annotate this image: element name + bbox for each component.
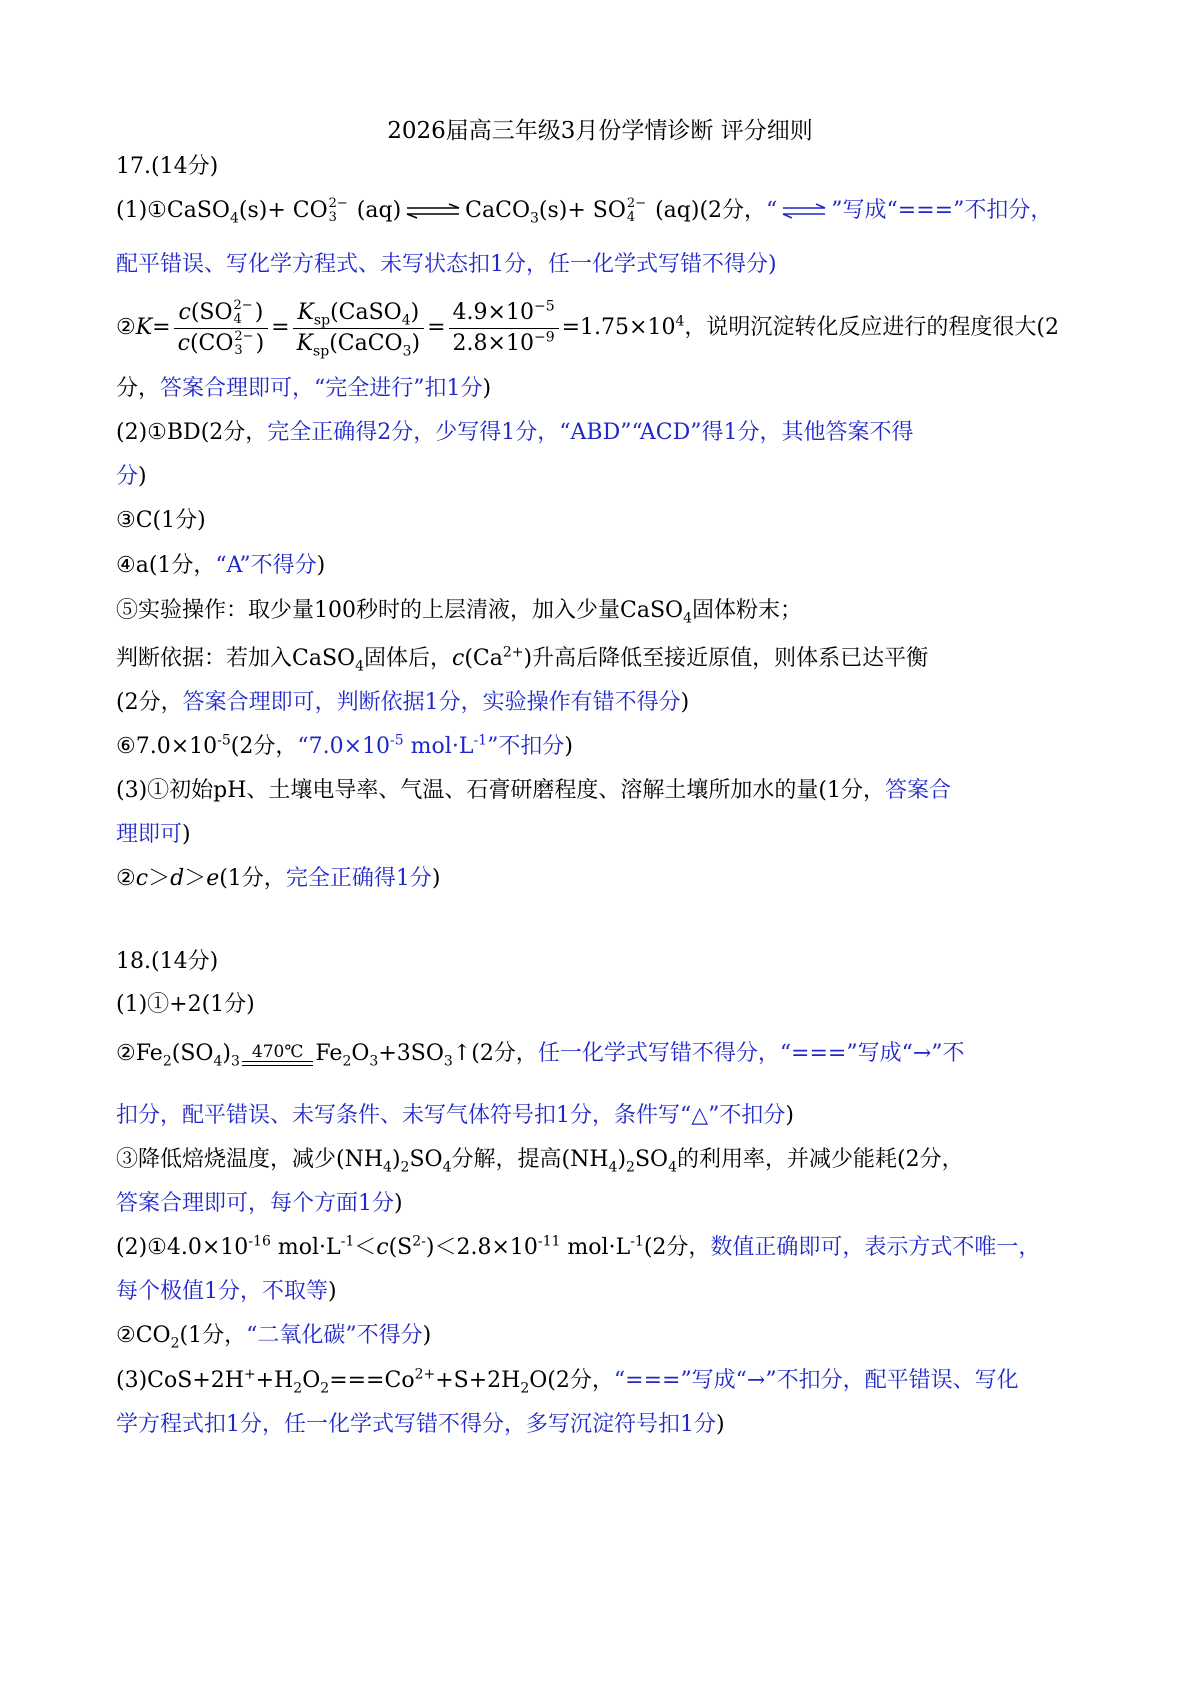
charge-index: 2− 4 <box>626 196 647 225</box>
note: 答案合理即可，每个方面1分 <box>116 1191 394 1216</box>
sub: sp <box>313 311 331 328</box>
text: (aq) <box>349 198 402 223</box>
exp: -5 <box>390 732 404 749</box>
equals: = <box>427 315 446 340</box>
close: ) <box>410 299 420 325</box>
text: +H <box>255 1368 294 1393</box>
q17-2-5-score <box>116 688 1046 718</box>
q17-3-1 <box>116 776 1046 806</box>
text: (s)+ SO <box>538 198 626 223</box>
q17-header: 17.(14分) <box>116 154 219 179</box>
note <box>297 734 564 759</box>
text: )＜2.8×10 <box>425 1235 538 1260</box>
note: 数值正确即可，表示方式不唯一， <box>710 1235 1041 1260</box>
text: ) <box>482 376 492 401</box>
text: O <box>302 1368 321 1393</box>
text: (1)①CaSO <box>116 198 230 223</box>
text: mol·L <box>560 1235 631 1260</box>
var: c <box>135 866 149 891</box>
exp: -1 <box>630 1233 644 1250</box>
text: )升高后降低至接近原值，则体系已达平衡 <box>523 646 929 671</box>
exp: -16 <box>248 1233 271 1250</box>
den: 2.8×10 <box>452 330 534 356</box>
q18-2-1 <box>116 1233 1046 1263</box>
text: 固体后， <box>363 646 452 671</box>
sub: 2 <box>170 1335 180 1352</box>
text: ) <box>394 1191 403 1216</box>
note: 完全正确得1分 <box>285 866 432 891</box>
exp: 2- <box>412 1233 426 1250</box>
text: ② <box>116 315 136 340</box>
gt: ＞ <box>148 866 171 891</box>
text: 的利用率，并减少能耗(2分， <box>677 1147 964 1172</box>
text: 分解，提高(NH <box>451 1147 609 1172</box>
q18-1-3-cont <box>116 1189 1046 1219</box>
note: 答案合 <box>885 778 952 803</box>
text: +S+2H <box>435 1368 521 1393</box>
text: (aq)(2分， <box>648 198 767 223</box>
q17-1-k-expression <box>116 296 1059 360</box>
text: (2分， <box>116 690 183 715</box>
exp: −9 <box>533 329 555 346</box>
fraction-concentration: c(SO 2− 4 ) c(CO 2− 3 ) <box>174 298 269 359</box>
exp: 4 <box>675 313 685 330</box>
note: ”写成“===”不扣分， <box>831 198 1053 223</box>
note: 扣分，配平错误、未写条件、未写气体符号扣1分，条件写“△”不扣分 <box>116 1103 786 1128</box>
note: 理即可 <box>116 822 183 847</box>
sub: 4 <box>213 1053 223 1070</box>
lt: ＜ <box>354 1235 377 1260</box>
text: Fe <box>315 1041 343 1066</box>
text: ② <box>116 866 136 891</box>
text: (3)①初始pH、土壤电导率、气温、石膏研磨程度、溶解土壤所加水的量(1分， <box>116 778 886 803</box>
text: ) <box>328 1279 337 1304</box>
q18-2-1-cont <box>116 1277 1046 1307</box>
text: +3SO <box>378 1041 444 1066</box>
q17-2-6 <box>116 732 1046 762</box>
q18-1-2 <box>116 1034 1046 1074</box>
text: CaCO <box>465 198 530 223</box>
text: ⑥7.0×10 <box>116 734 218 759</box>
q17-2-4 <box>116 551 1046 581</box>
text: (3)CoS+2H <box>116 1368 244 1393</box>
text: ) <box>138 464 147 489</box>
sub: 2 <box>400 1159 410 1176</box>
text: (2)①BD(2分， <box>116 420 268 445</box>
sub: 2 <box>342 1053 352 1070</box>
equals: = <box>271 315 290 340</box>
text: ) <box>617 1147 627 1172</box>
text: (2分， <box>230 734 298 759</box>
text: (Ca <box>464 646 503 671</box>
reaction-condition <box>242 1043 313 1074</box>
exp: -1 <box>340 1233 355 1250</box>
text: mol·L <box>403 734 474 759</box>
q18-1-3 <box>116 1145 1046 1175</box>
var: e <box>206 866 220 891</box>
charge-index: 2− 3 <box>328 196 348 225</box>
ksp: K <box>297 299 314 325</box>
var: d <box>170 866 185 891</box>
sub: 2 <box>320 1380 330 1397</box>
text: ③降低焙烧温度，减少(NH <box>116 1147 384 1172</box>
text: ⑤实验操作：取少量100秒时的上层清液，加入少量CaSO <box>116 598 684 623</box>
text: ) <box>316 553 326 578</box>
note: “===”写成“→”不扣分，配平错误、写化 <box>613 1368 1019 1393</box>
exp: 2+ <box>414 1366 436 1383</box>
result: =1.75×10 <box>561 315 676 340</box>
sub: 3 <box>230 1053 240 1070</box>
text: ) <box>182 822 191 847</box>
k-symbol: K <box>135 315 153 340</box>
condition-text: 470℃ <box>251 1042 304 1062</box>
text: SO <box>634 1147 669 1172</box>
sub: 3 <box>369 1053 379 1070</box>
c-symbol: c <box>376 1235 389 1260</box>
sub: 2 <box>293 1380 303 1397</box>
sub: 4 <box>608 1159 618 1176</box>
q18-1-1: (1)①+2(1分) <box>116 992 255 1017</box>
text: ) <box>564 734 573 759</box>
document-title: 2026届高三年级3月份学情诊断 评分细则 <box>387 118 813 144</box>
q17-2-5-judgement: 判断依据：若加入CaSO$_4$固体后，$c(Ca^{2+})$升高后降低至接近原值，则体系已达平衡 <box>116 644 929 675</box>
note: 完全正确得2分，少写得1分，“ABD”“ACD”得1分，其他答案不得 <box>267 420 914 445</box>
q18-3-cont <box>116 1410 1046 1440</box>
text: ”不扣分 <box>487 734 565 759</box>
text: 分， <box>116 376 161 401</box>
q17-1-k-note <box>116 374 1046 404</box>
sub: 2 <box>162 1053 172 1070</box>
sub: 2 <box>520 1380 530 1397</box>
equals: = <box>152 315 171 340</box>
q17-1-note-cont: 配平错误、写化学方程式、未写状态扣1分，任一化学式写错不得分) <box>116 252 777 277</box>
q17-2-3: ③C(1分) <box>116 508 206 533</box>
text: (1分， <box>179 1323 247 1348</box>
note: “二氧化碳”不得分 <box>246 1323 423 1348</box>
note: 答案合理即可，判断依据1分，实验操作有错不得分 <box>182 690 681 715</box>
sub: 2 <box>626 1159 635 1176</box>
text: ) <box>391 1147 401 1172</box>
exp: -11 <box>537 1233 561 1250</box>
q17-2-1 <box>116 418 1046 448</box>
text: mol·L <box>270 1235 341 1260</box>
note: 学方程式扣1分，任一化学式写错不得分，多写沉淀符号扣1分 <box>116 1412 716 1437</box>
note: 每个极值1分，不取等 <box>116 1279 328 1304</box>
q17-3-1-cont <box>116 820 1046 850</box>
text: (S <box>388 1235 413 1260</box>
equilibrium-arrow-blue-icon <box>781 203 827 219</box>
text: ②Fe <box>116 1041 163 1066</box>
q18-header: 18.(14分) <box>116 949 219 974</box>
text: SO <box>409 1147 443 1172</box>
sub: 4 <box>668 1159 677 1176</box>
note: “ <box>766 198 778 223</box>
q18-2-2 <box>116 1321 1046 1351</box>
text: 固体粉末； <box>691 598 802 623</box>
equilibrium-arrow-icon <box>405 203 461 219</box>
q17-3-2 <box>116 864 1046 894</box>
q17-2-1-cont <box>116 462 1046 492</box>
q17-1-equation-line: (1)①CaSO$_4$(s)+ CO 2− 3 (aq) CaCO$_3$(s)+ SO 2− 4 (aq)(2分，“ ”写成“===”不扣分， <box>116 196 1053 227</box>
close: ) <box>255 330 265 356</box>
note: 分 <box>116 464 139 489</box>
c-symbol: c <box>452 646 465 671</box>
exp: -5 <box>217 732 231 749</box>
note: 答案合理即可，“完全进行”扣1分 <box>160 376 483 401</box>
text: (2)①4.0×10 <box>116 1235 249 1260</box>
text: O(2分， <box>529 1368 614 1393</box>
text: ②CO <box>116 1323 171 1348</box>
text: ) <box>716 1412 725 1437</box>
close: ) <box>411 330 421 356</box>
sub: sp <box>313 342 330 359</box>
text: (s)+ CO <box>238 198 328 223</box>
text: ===Co <box>329 1368 415 1393</box>
ksp: K <box>296 330 314 356</box>
sub: 4 <box>442 1159 452 1176</box>
text: (1分， <box>219 866 286 891</box>
text: ) <box>431 866 441 891</box>
text: ) <box>680 690 690 715</box>
sub: 3 <box>443 1053 453 1070</box>
gt: ＞ <box>184 866 207 891</box>
text: “7.0×10 <box>297 734 391 759</box>
note: 任一化学式写错不得分，“===”写成“→”不 <box>537 1041 965 1066</box>
text: O <box>351 1041 370 1066</box>
text: (CaSO <box>330 299 402 325</box>
text: ) <box>222 1041 231 1066</box>
fraction-values <box>449 298 559 359</box>
text: ↑(2分， <box>452 1041 538 1066</box>
q18-3 <box>116 1366 1046 1396</box>
exp: −5 <box>533 298 555 315</box>
text: ) <box>785 1103 795 1128</box>
exp: 2+ <box>502 644 524 661</box>
q17-2-5-operation: ⑤实验操作：取少量100秒时的上层清液，加入少量CaSO$_4$固体粉末； <box>116 598 802 627</box>
note: “A”不得分 <box>215 553 317 578</box>
exp: -1 <box>473 732 488 749</box>
text: ) <box>422 1323 432 1348</box>
fraction-ksp: $\frac{K_{sp}(CaSO_4)}{K_{sp}(CaCO_3)}$ <box>293 298 425 359</box>
text: (2分， <box>643 1235 711 1260</box>
q18-1-2-cont <box>116 1101 1046 1131</box>
exp: + <box>243 1366 256 1383</box>
close: ) <box>254 299 264 325</box>
text: 判断依据：若加入CaSO <box>116 646 356 671</box>
text: ，说明沉淀转化反应进行的程度很大(2 <box>684 315 1059 340</box>
num: 4.9×10 <box>452 299 534 325</box>
text: ④a(1分， <box>116 553 216 578</box>
text: (CaCO <box>329 330 403 356</box>
sub: 4 <box>383 1159 392 1176</box>
text: (SO <box>171 1041 214 1066</box>
